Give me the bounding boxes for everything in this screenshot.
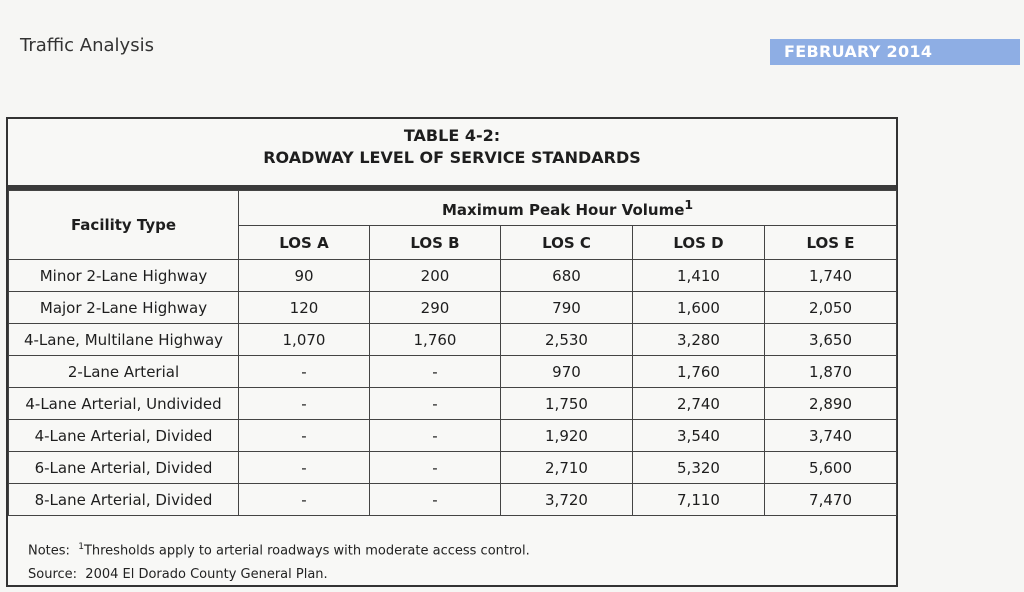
volume-cell: 970 <box>501 356 633 388</box>
notes-label: Notes: <box>28 543 70 559</box>
table-body <box>9 260 897 516</box>
table-row <box>9 484 897 516</box>
volume-cell: 90 <box>239 260 370 292</box>
volume-cell: 120 <box>239 292 370 324</box>
volume-cell: - <box>370 484 501 516</box>
los-column-header: LOS B <box>370 226 501 260</box>
table-row <box>9 324 897 356</box>
volume-cell: 2,740 <box>633 388 765 420</box>
max-peak-hour-header <box>239 191 897 226</box>
volume-cell: 3,280 <box>633 324 765 356</box>
table-title <box>8 119 896 183</box>
facility-type-header: Facility Type <box>9 191 239 260</box>
table-row <box>9 356 897 388</box>
volume-cell: 1,760 <box>633 356 765 388</box>
volume-cell: 2,710 <box>501 452 633 484</box>
table-row <box>9 420 897 452</box>
facility-type-cell: 4-Lane, Multilane Highway <box>9 324 239 356</box>
facility-type-cell: 6-Lane Arterial, Divided <box>9 452 239 484</box>
source-label: Source: <box>28 567 78 583</box>
volume-cell: - <box>370 388 501 420</box>
volume-cell: - <box>239 420 370 452</box>
table-row <box>9 388 897 420</box>
volume-cell: 2,530 <box>501 324 633 356</box>
volume-cell: 790 <box>501 292 633 324</box>
table-number: TABLE 4-2: <box>403 126 501 145</box>
volume-cell: 1,410 <box>633 260 765 292</box>
volume-cell: - <box>370 356 501 388</box>
volume-cell: 3,720 <box>501 484 633 516</box>
table-row <box>9 260 897 292</box>
volume-cell: 7,110 <box>633 484 765 516</box>
volume-cell: 200 <box>370 260 501 292</box>
volume-cell: 2,890 <box>765 388 897 420</box>
volume-cell: 2,050 <box>765 292 897 324</box>
note-line <box>28 535 530 563</box>
volume-cell: 3,740 <box>765 420 897 452</box>
table-row <box>9 292 897 324</box>
volume-cell: 1,070 <box>239 324 370 356</box>
volume-cell: 1,760 <box>370 324 501 356</box>
table-caption: ROADWAY LEVEL OF SERVICE STANDARDS <box>263 148 641 167</box>
los-column-header: LOS E <box>765 226 897 260</box>
volume-cell: - <box>239 484 370 516</box>
table-notes <box>28 535 530 587</box>
facility-type-cell: 4-Lane Arterial, Undivided <box>9 388 239 420</box>
facility-type-cell: 2-Lane Arterial <box>9 356 239 388</box>
date-banner: FEBRUARY 2014 <box>770 39 1020 65</box>
volume-cell: - <box>239 388 370 420</box>
los-table <box>8 190 897 516</box>
footnote-marker: 1 <box>684 197 694 212</box>
facility-type-cell: 8-Lane Arterial, Divided <box>9 484 239 516</box>
volume-cell: - <box>239 356 370 388</box>
volume-cell: 290 <box>370 292 501 324</box>
page-header-title: Traffic Analysis <box>20 35 154 56</box>
volume-cell: 5,600 <box>765 452 897 484</box>
volume-cell: 1,920 <box>501 420 633 452</box>
max-peak-hour-label: Maximum Peak Hour Volume <box>441 201 685 219</box>
volume-cell: 3,650 <box>765 324 897 356</box>
source-line <box>28 563 530 587</box>
los-column-header: LOS C <box>501 226 633 260</box>
note-text: Thresholds apply to arterial roadways with moderate access control. <box>83 543 530 559</box>
volume-cell: - <box>239 452 370 484</box>
volume-cell: - <box>370 452 501 484</box>
volume-cell: - <box>370 420 501 452</box>
volume-cell: 1,750 <box>501 388 633 420</box>
table-row <box>9 452 897 484</box>
los-column-header: LOS D <box>633 226 765 260</box>
source-text: 2004 El Dorado County General Plan. <box>85 567 328 583</box>
volume-cell: 1,600 <box>633 292 765 324</box>
volume-cell: 3,540 <box>633 420 765 452</box>
facility-type-cell: Major 2-Lane Highway <box>9 292 239 324</box>
volume-cell: 1,870 <box>765 356 897 388</box>
volume-cell: 7,470 <box>765 484 897 516</box>
facility-type-cell: 4-Lane Arterial, Divided <box>9 420 239 452</box>
facility-type-cell: Minor 2-Lane Highway <box>9 260 239 292</box>
los-column-header: LOS A <box>239 226 370 260</box>
table-frame <box>6 117 898 587</box>
volume-cell: 1,740 <box>765 260 897 292</box>
note-footnote-marker: 1 <box>78 542 84 552</box>
volume-cell: 5,320 <box>633 452 765 484</box>
volume-cell: 680 <box>501 260 633 292</box>
